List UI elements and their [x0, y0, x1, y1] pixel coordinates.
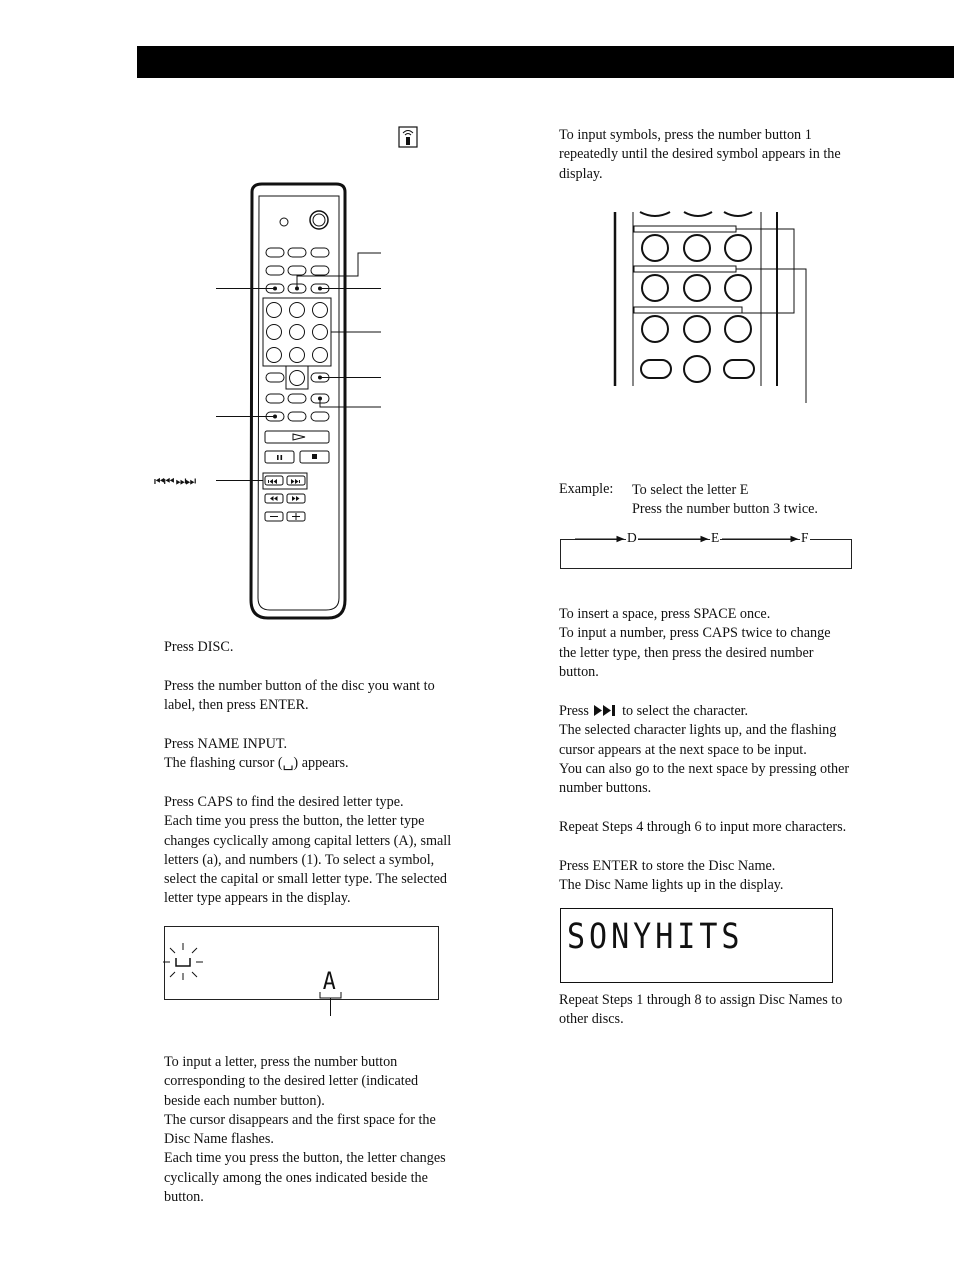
space-number-text: To insert a space, press SPACE once. To input a number, press CAPS twice to change the letter type, then press the desired number button.	[559, 606, 831, 680]
sequence-letter-d: D	[627, 530, 637, 545]
letter-type-indicator: A	[322, 967, 336, 995]
header-bar	[137, 46, 954, 78]
disc-name-display-text: SONYHITS	[567, 917, 744, 958]
step6-rest: to select the character.	[622, 703, 749, 719]
remote-control-icon	[398, 126, 418, 148]
example-text: To select the letter E Press the number button 3 twice.	[632, 482, 818, 518]
letter-sequence-arrows	[560, 533, 810, 545]
example-label: Example:	[559, 481, 614, 497]
step8-text: Press ENTER to store the Disc Name. The Disc Name lights up in the display.	[559, 858, 784, 894]
step2-text: Press the number button of the disc you want to label, then press ENTER.	[164, 678, 435, 714]
step7-text: Repeat Steps 4 through 6 to input more characters.	[559, 819, 847, 835]
step1-text: Press DISC.	[164, 639, 234, 655]
final-text: Repeat Steps 1 through 8 to assign Disc Names to other discs.	[559, 992, 843, 1028]
number-keypad-closeup	[610, 205, 810, 405]
step5-text: To input a letter, press the number button corresponding to the desired letter (indicated beside each number button). The cursor disappears and the first space for the Disc Name flashes. Each time you press the button, the letter changes cyclically among the ones indicated beside the button.	[164, 1054, 446, 1206]
flashing-cursor-icon	[162, 942, 206, 980]
skip-buttons-label: ⏮⏮ ⏭⏭	[154, 474, 196, 488]
letter-type-callout	[318, 990, 344, 1018]
skip-forward-icon	[593, 705, 619, 716]
step6-text: Press to select the character. The selected character lights up, and the flashing cursor appears at the next space to be input. You can also go to the next space by pressing other number buttons.	[559, 703, 850, 797]
sequence-letter-e: E	[711, 530, 720, 545]
step6-press: Press	[559, 703, 589, 719]
step3-text: Press NAME INPUT. The flashing cursor (␣) appears.	[164, 736, 349, 772]
sequence-letter-f: F	[801, 530, 809, 545]
symbols-text: To input symbols, press the number button 1 repeatedly until the desired symbol appears in the display.	[559, 127, 841, 182]
step4-text: Press CAPS to find the desired letter type. Each time you press the button, the letter type changes cyclically among capital letters (A), small letters (a), and numbers (1). To select a symbol, select the capital or small letter type. The selected letter type appears in the display.	[164, 794, 452, 907]
remote-control-illustration	[150, 180, 390, 625]
